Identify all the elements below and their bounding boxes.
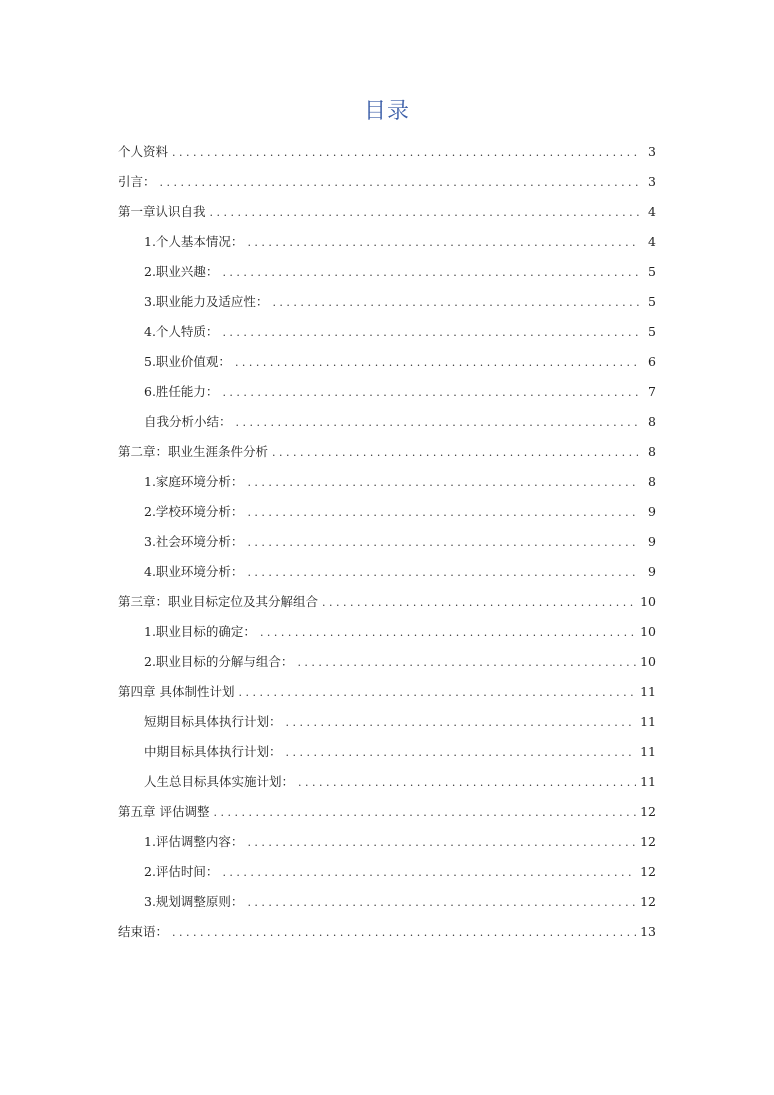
toc-dot-leader xyxy=(247,828,636,857)
toc-entry-label: 1.个人基本情况： xyxy=(144,234,244,249)
toc-entry-page: 9 xyxy=(648,504,656,519)
toc-dot-leader xyxy=(247,498,640,527)
toc-entry-page: 11 xyxy=(640,684,656,699)
toc-entry-page: 12 xyxy=(640,804,656,819)
toc-entry-page: 11 xyxy=(640,744,656,759)
toc-entry-label: 2.职业目标的分解与组合： xyxy=(144,654,294,669)
toc-entry-label: 1.职业目标的确定： xyxy=(144,624,256,639)
toc-dot-leader xyxy=(247,468,640,497)
toc-entry[interactable] xyxy=(118,827,656,857)
toc-entry-page: 9 xyxy=(648,564,656,579)
toc-entry-page: 10 xyxy=(640,654,656,669)
toc-entry-page: 3 xyxy=(648,174,656,189)
toc-entry-label: 第五章 评估调整 xyxy=(118,804,210,819)
toc-entry[interactable] xyxy=(118,167,656,197)
toc-entry[interactable] xyxy=(118,797,656,827)
toc-entry[interactable] xyxy=(118,677,656,707)
toc-entry-page: 7 xyxy=(648,384,656,399)
toc-entry[interactable] xyxy=(118,497,656,527)
toc-entry[interactable] xyxy=(118,587,656,617)
toc-entry[interactable] xyxy=(118,917,656,947)
toc-entry-page: 11 xyxy=(640,774,656,789)
toc-dot-leader xyxy=(172,918,636,947)
toc-entry-page: 8 xyxy=(648,474,656,489)
toc-dot-leader xyxy=(297,648,636,677)
toc-entry-label: 2.职业兴趣： xyxy=(144,264,219,279)
toc-entry[interactable] xyxy=(118,767,656,797)
toc-entry-label: 引言： xyxy=(118,174,156,189)
toc-entry[interactable] xyxy=(118,317,656,347)
toc-entry-label: 第三章：职业目标定位及其分解组合 xyxy=(118,594,319,609)
toc-entry-label: 4.职业环境分析： xyxy=(144,564,244,579)
toc-dot-leader xyxy=(222,378,640,407)
toc-entry-label: 第二章：职业生涯条件分析 xyxy=(118,444,269,459)
toc-entry-label: 短期目标具体执行计划： xyxy=(144,714,282,729)
toc-entry-page: 9 xyxy=(648,534,656,549)
toc-entry-page: 5 xyxy=(648,324,656,339)
toc-entry[interactable] xyxy=(118,257,656,287)
toc-entry[interactable] xyxy=(118,197,656,227)
toc-entry-page: 6 xyxy=(648,354,656,369)
toc-entry-page: 10 xyxy=(640,594,656,609)
toc-entry-page: 4 xyxy=(648,234,656,249)
toc-entry-label: 2.学校环境分析： xyxy=(144,504,244,519)
toc-dot-leader xyxy=(235,348,640,377)
toc-entry[interactable] xyxy=(118,527,656,557)
toc-entry-label: 3.规划调整原则： xyxy=(144,894,244,909)
toc-entry[interactable] xyxy=(118,737,656,767)
toc-entry[interactable] xyxy=(118,137,656,167)
toc-dot-leader xyxy=(160,168,640,197)
toc-entry-page: 10 xyxy=(640,624,656,639)
toc-entry-page: 5 xyxy=(648,264,656,279)
toc-entry-label: 3.职业能力及适应性： xyxy=(144,294,269,309)
toc-dot-leader xyxy=(236,408,640,437)
toc-entry[interactable] xyxy=(118,287,656,317)
toc-entry[interactable] xyxy=(118,617,656,647)
toc-entry-page: 12 xyxy=(640,864,656,879)
toc-list xyxy=(118,137,656,947)
toc-entry[interactable] xyxy=(118,437,656,467)
toc-dot-leader xyxy=(260,618,636,647)
toc-entry[interactable] xyxy=(118,647,656,677)
toc-entry-page: 12 xyxy=(640,894,656,909)
toc-entry-page: 8 xyxy=(648,414,656,429)
toc-entry-page: 13 xyxy=(640,924,656,939)
toc-entry-label: 结束语： xyxy=(118,924,169,939)
toc-dot-leader xyxy=(322,588,636,617)
toc-entry-page: 4 xyxy=(648,204,656,219)
toc-dot-leader xyxy=(247,528,640,557)
toc-dot-leader xyxy=(247,228,640,257)
toc-dot-leader xyxy=(286,708,637,737)
toc-dot-leader xyxy=(222,258,640,287)
toc-entry-label: 第四章 具体制性计划 xyxy=(118,684,235,699)
toc-entry-page: 3 xyxy=(648,144,656,159)
toc-title: 目录 xyxy=(363,99,410,124)
toc-entry[interactable] xyxy=(118,887,656,917)
toc-dot-leader xyxy=(222,858,636,887)
toc-entry[interactable] xyxy=(118,557,656,587)
toc-entry[interactable] xyxy=(118,707,656,737)
toc-entry-label: 1.评估调整内容： xyxy=(144,834,244,849)
toc-entry-label: 自我分析小结： xyxy=(144,414,232,429)
toc-entry-page: 12 xyxy=(640,834,656,849)
toc-entry-label: 第一章认识自我 xyxy=(118,204,206,219)
toc-dot-leader xyxy=(247,558,640,587)
toc-entry[interactable] xyxy=(118,857,656,887)
toc-entry[interactable] xyxy=(118,407,656,437)
toc-entry-label: 1.家庭环境分析： xyxy=(144,474,244,489)
toc-dot-leader xyxy=(272,288,640,317)
toc-dot-leader xyxy=(298,768,636,797)
toc-dot-leader xyxy=(222,318,640,347)
toc-entry-label: 5.职业价值观： xyxy=(144,354,231,369)
toc-entry-label: 中期目标具体执行计划： xyxy=(144,744,282,759)
toc-dot-leader xyxy=(210,198,640,227)
toc-entry-page: 5 xyxy=(648,294,656,309)
toc-dot-leader xyxy=(286,738,637,767)
toc-dot-leader xyxy=(213,798,636,827)
toc-entry[interactable] xyxy=(118,227,656,257)
toc-entry-label: 6.胜任能力： xyxy=(144,384,219,399)
toc-entry-page: 11 xyxy=(640,714,656,729)
toc-dot-leader xyxy=(172,138,640,167)
toc-entry-label: 3.社会环境分析： xyxy=(144,534,244,549)
toc-dot-leader xyxy=(272,438,640,467)
toc-entry-label: 4.个人特质： xyxy=(144,324,219,339)
toc-entry[interactable] xyxy=(118,377,656,407)
toc-entry[interactable] xyxy=(118,467,656,497)
toc-entry-label: 人生总目标具体实施计划： xyxy=(144,774,295,789)
toc-entry[interactable] xyxy=(118,347,656,377)
toc-entry-label: 2.评估时间： xyxy=(144,864,219,879)
toc-entry-page: 8 xyxy=(648,444,656,459)
toc-dot-leader xyxy=(247,888,636,917)
toc-dot-leader xyxy=(238,678,636,707)
toc-entry-label: 个人资料 xyxy=(118,144,169,159)
